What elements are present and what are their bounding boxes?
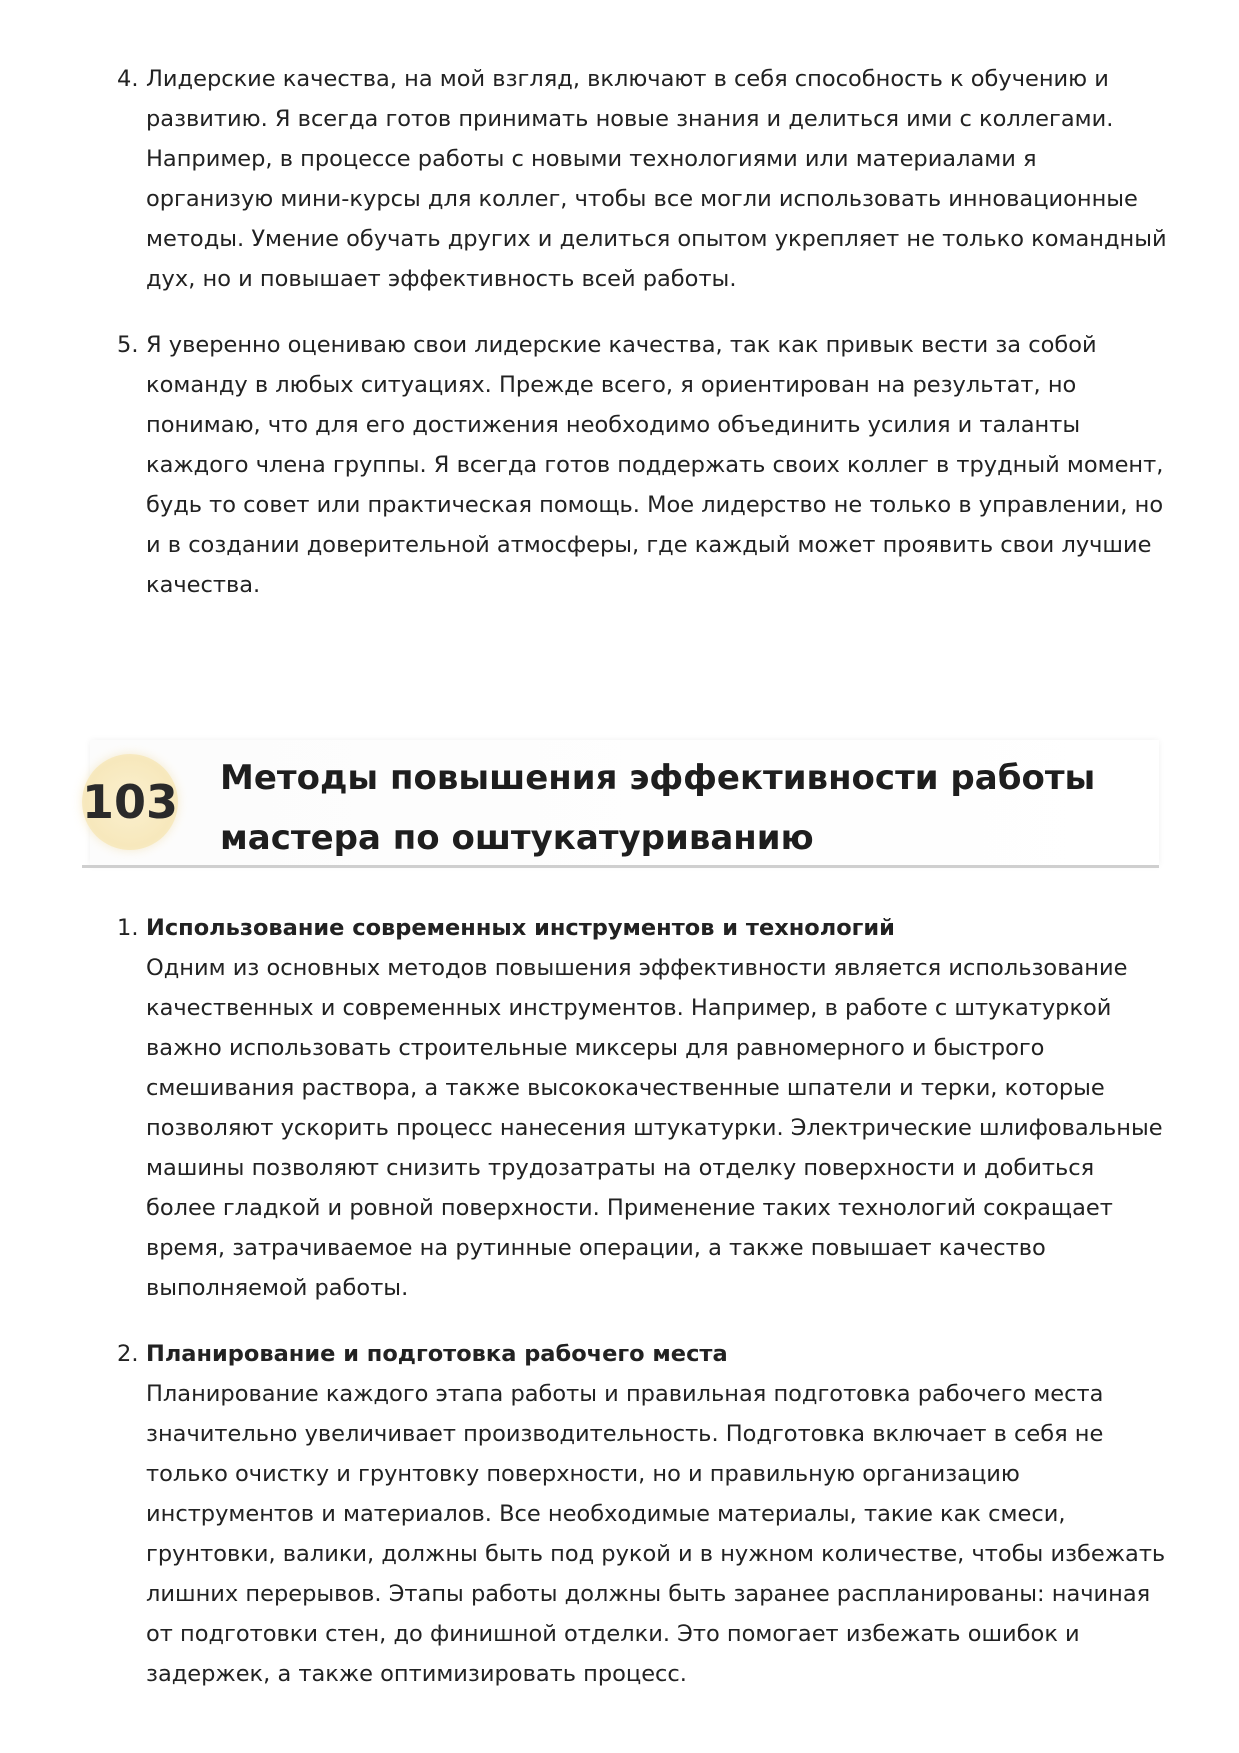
numbered-list-bottom — [117, 908, 1167, 1720]
list-item — [117, 59, 1167, 299]
list-item — [117, 325, 1167, 605]
list-item-title: Планирование и подготовка рабочего места — [146, 1341, 728, 1367]
list-item-number: 2. — [117, 1341, 139, 1367]
list-item-text: Я уверенно оцениваю свои лидерские качества, так как привык вести за собой команду в любых ситуациях. Прежде всего, я ориентирован на результат, но понимаю, что для его достижения необходимо объединить усилия и таланты каждого члена группы. Я всегда готов поддержать своих коллег в трудный момент, будь то совет или практическая помощь. Мое лидерство не только в управлении, но и в создании доверительной атмосферы, где каждый может проявить свои лучшие качества. — [146, 332, 1164, 598]
list-item-text: Планирование каждого этапа работы и правильная подготовка рабочего места значительно увеличивает производительность. Подготовка включает в себя не только очистку и грунтовку поверхности, но и правильную организацию инструментов и материалов. Все необходимые материалы, такие как смеси, грунтовки, валики, должны быть под рукой и в нужном количестве, чтобы избежать лишних перерывов. Этапы работы должны быть заранее распланированы: начиная от подготовки стен, до финишной отделки. Это помогает избежать ошибок и задержек, а также оптимизировать процесс. — [146, 1381, 1166, 1687]
list-item-number: 5. — [117, 332, 139, 358]
list-item-text: Лидерские качества, на мой взгляд, включают в себя способность к обучению и развитию. Я всегда готов принимать новые знания и делиться ими с коллегами. Например, в процессе работы с новыми технологиями или материалами я организую мини-курсы для коллег, чтобы все могли использовать инновационные методы. Умение обучать других и делиться опытом укрепляет не только командный дух, но и повышает эффективность всей работы. — [146, 66, 1167, 292]
list-item — [117, 908, 1167, 1308]
section-number-badge: 103 — [82, 754, 178, 850]
numbered-list-top — [117, 59, 1167, 631]
list-item-number: 1. — [117, 915, 139, 941]
list-item-number: 4. — [117, 66, 139, 92]
list-item-title: Использование современных инструментов и технологий — [146, 915, 895, 941]
list-item — [117, 1334, 1167, 1694]
section-title: Методы повышения эффективности работы мастера по оштукатуриванию — [220, 758, 1096, 858]
section-header — [82, 740, 1159, 868]
list-item-text: Одним из основных методов повышения эффективности является использование качественных и современных инструментов. Например, в работе с штукатуркой важно использовать строительные миксеры для равномерного и быстрого смешивания раствора, а также высококачественные шпатели и терки, которые позволяют ускорить процесс нанесения штукатурки. Электрические шлифовальные машины позволяют снизить трудозатраты на отделку поверхности и добиться более гладкой и ровной поверхности. Применение таких технологий сокращает время, затрачиваемое на рутинные операции, а также повышает качество выполняемой работы. — [146, 955, 1163, 1301]
